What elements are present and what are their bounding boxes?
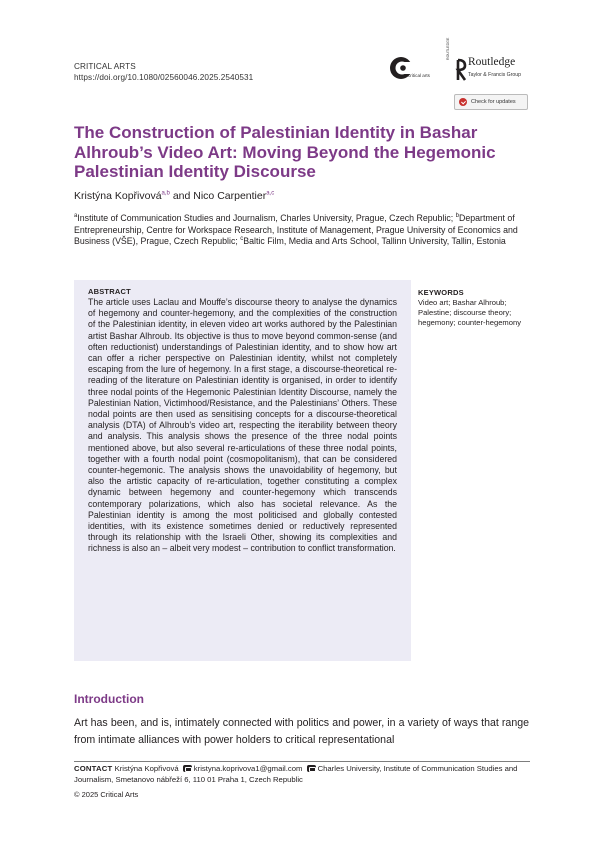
affiliation-marker: a [74, 213, 78, 220]
address-icon [307, 765, 316, 772]
author-name[interactable]: Nico Carpentier [193, 190, 267, 202]
journal-info [74, 61, 253, 83]
abstract-heading: ABSTRACT [88, 287, 131, 296]
doi-link[interactable]: https://doi.org/10.1080/02560046.2025.2540531 [74, 73, 254, 82]
affiliation-b: Department of Entrepreneurship, Centre for Workspace Research, Institute of Management, Prague University of Economics and Business (VŠE), Prague, Czech Republic; [74, 213, 518, 247]
author-affiliation-marker[interactable]: a,b [161, 190, 170, 197]
author-conjunction: and [172, 190, 191, 202]
affiliation-marker: b [455, 213, 459, 220]
affiliation-c: Baltic Film, Media and Arts School, Tallinn University, Tallin, Estonia [243, 236, 506, 247]
contact-name: Kristýna Kopřivová [114, 764, 179, 773]
email-icon [183, 765, 192, 772]
keywords-heading: KEYWORDS [418, 288, 464, 297]
introduction-heading: Introduction [74, 692, 144, 706]
routledge-vertical-text: ROUTLEDGE [446, 37, 450, 60]
article-title: The Construction of Palestinian Identity in Bashar Alhroub’s Video Art: Moving Beyond the Hegemonic Palestinian Identity Discourse [74, 123, 496, 181]
copyright: © 2025 Critical Arts [74, 790, 139, 799]
author-name[interactable]: Kristýna Kopřivová [74, 190, 162, 202]
affiliation-marker: c [240, 236, 244, 243]
check-updates-label: Check for updates [471, 99, 516, 105]
check-updates-icon [459, 98, 467, 106]
critical-arts-logo-text: critical arts [408, 73, 430, 78]
author-list [74, 190, 274, 202]
publisher-name: Routledge [468, 56, 516, 68]
affiliation-a: Institute of Communication Studies and Journalism, Charles University, Prague, Czech Republic; [77, 213, 454, 223]
abstract-text: The article uses Laclau and Mouffe’s discourse theory to analyse the dynamics of hegemony and counter-hegemony, and the complexities of the construction of the Palestinian identity, in eleven video art works authored by the Palestinian artist Bashar Alhroub. Its objective is thus to move beyond common-sense (and often reductionist) understandings of Palestinian identity, and to show how art can offer a richer perspective on Palestinian identity, whilst not completely escaping from the lure of hegemony. In a first stage, a discourse-theoretical re-reading of the literature on Palestinian identity is organised, in order to identify three nodal points of the Hegemonic Palestinian Identity Discourse, namely the Palestinian Nation, Victimhood/Resistance, and the Palestinians’ Others. These nodal points are then used as sensitising concepts for a discourse-theoretical analysis (DTA) of Alhroub’s video art, respecting the iterability between theory and analysis. This analysis shows the presence of the three nodal points mentioned above, but also several re-articulations of these three nodal points, together with a fourth nodal point (cosmopolitanism), that can be considered counter-hegemonic. The analysis shows the unavoidability of hegemony, but also the artistic capacity of re-articulation, together constituting a complex dynamic between hegemony and counter-hegemony which transcends contemporary polarizations, which also has societal relevance. As the Palestinian identity is among the most politicised and globally contested identities, with its existence sometimes denied or reductively represented through its relationship with the Israeli Other, showing its complexities and richness is also an – albeit very modest – contribution to conflict transformation. [88, 297, 397, 554]
keywords-text: Video art; Bashar Alhroub; Palestine; discourse theory; hegemony; counter-hegemony [418, 298, 522, 328]
journal-name: CRITICAL ARTS [74, 62, 136, 71]
contact-address: Charles University, Institute of Communication Studies and Journalism, Smetanovo nábřeží 6, 110 01 Praha 1, Czech Republic [74, 764, 518, 784]
contact-info [74, 764, 530, 785]
contact-label: CONTACT [74, 764, 113, 773]
publisher-group: Taylor & Francis Group [468, 72, 522, 78]
check-for-updates-button[interactable] [454, 94, 528, 110]
author-affiliation-marker[interactable]: a,c [266, 190, 275, 197]
affiliations [74, 213, 530, 248]
contact-email[interactable]: kristyna.koprivova1@gmail.com [193, 764, 303, 773]
introduction-text: Art has been, and is, intimately connected with politics and power, in a variety of ways that range from intimate alliances with power holders to critical representational [74, 717, 529, 746]
footer-divider [74, 761, 530, 762]
